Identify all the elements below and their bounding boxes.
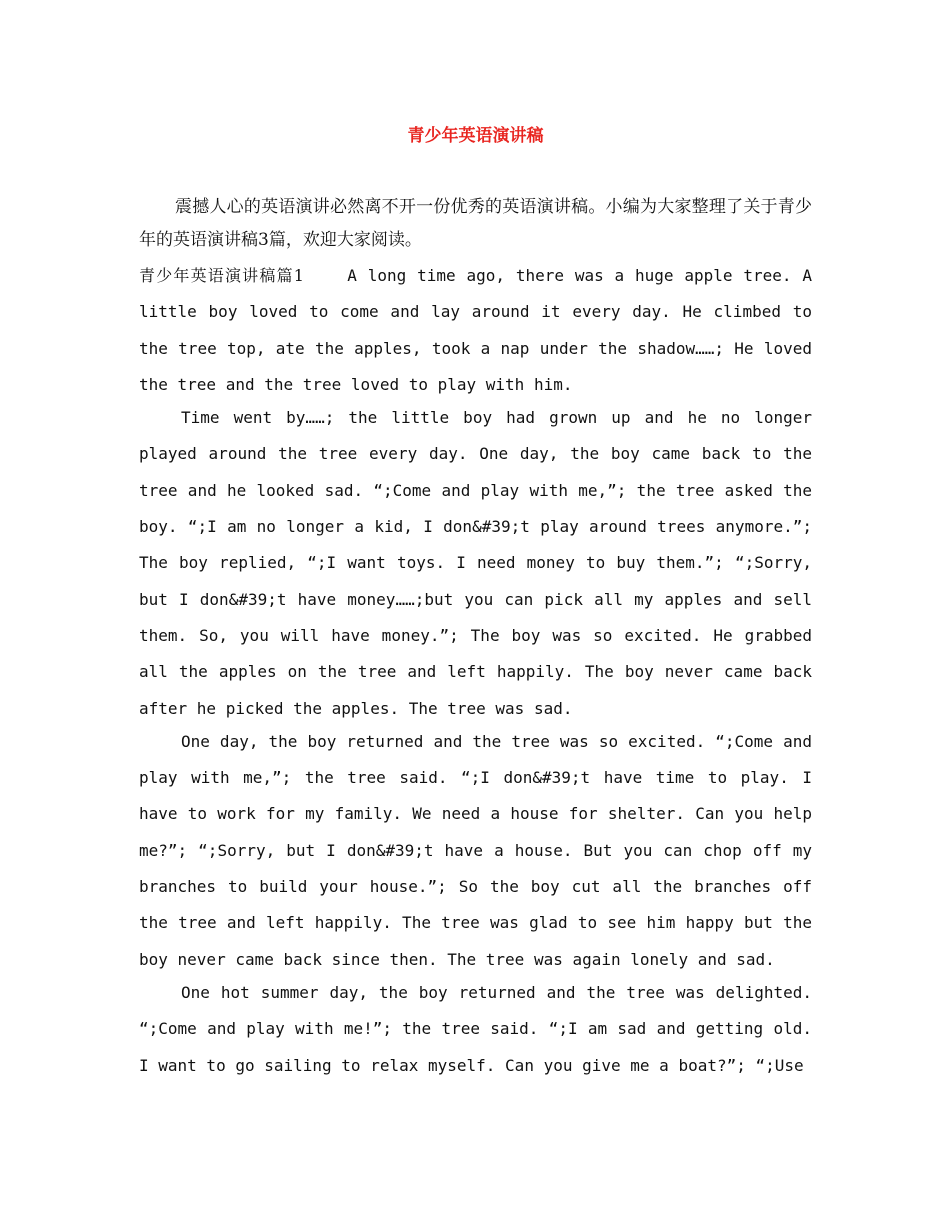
paragraph-1-text: A long time ago, there was a huge apple tree. A little boy loved to come and lay around it every day. He climbed to the tree top, ate the apples, took a nap under the shadow……; He loved the tree and the tree loved to play with him. [139, 266, 812, 394]
paragraph-3: One day, the boy returned and the tree was so excited. “;Come and play with me,”; the tree said. “;I don&#39;t have time to play. I have to work for my family. We need a house for shelter. Can you help me?”; “;Sorry, but I don&#39;t have a house. But you can chop off my branches to build your house.”; So the boy cut all the branches off the tree and left happily. The tree was glad to see him happy but the boy never came back since then. The tree was again lonely and sad. [139, 731, 812, 969]
document-title: 青少年英语演讲稿 [407, 126, 544, 146]
paragraph-2: Time went by……; the little boy had grown up and he no longer played around the tree every day. One day, the boy came back to the tree and he looked sad. “;Come and play with me,”; the tree asked the boy. “;I am no longer a kid, I don&#39;t play around trees anymore.”; The boy replied, “;I want toys. I need money to buy them.”; “;Sorry, but I don&#39;t have money……;but you can pick all my apples and sell them. So, you will have money.”; The boy was so excited. He grabbed all the apples on the tree and left happily. The boy never came back after he picked the apples. The tree was sad. [139, 408, 812, 718]
paragraph-4: One hot summer day, the boy returned and the tree was delighted. “;Come and play with me!”; the tree said. “;I am sad and getting old. I want to go sailing to relax myself. Can you give me a boat?”; “;Use [139, 982, 812, 1075]
document-body [139, 258, 812, 1081]
paragraph-1 [139, 258, 812, 403]
intro-paragraph: 震撼人心的英语演讲必然离不开一份优秀的英语演讲稿。小编为大家整理了关于青少年的英语演讲稿3篇，欢迎大家阅读。 [139, 197, 812, 250]
section-heading: 青少年英语演讲稿篇1 [139, 266, 304, 285]
